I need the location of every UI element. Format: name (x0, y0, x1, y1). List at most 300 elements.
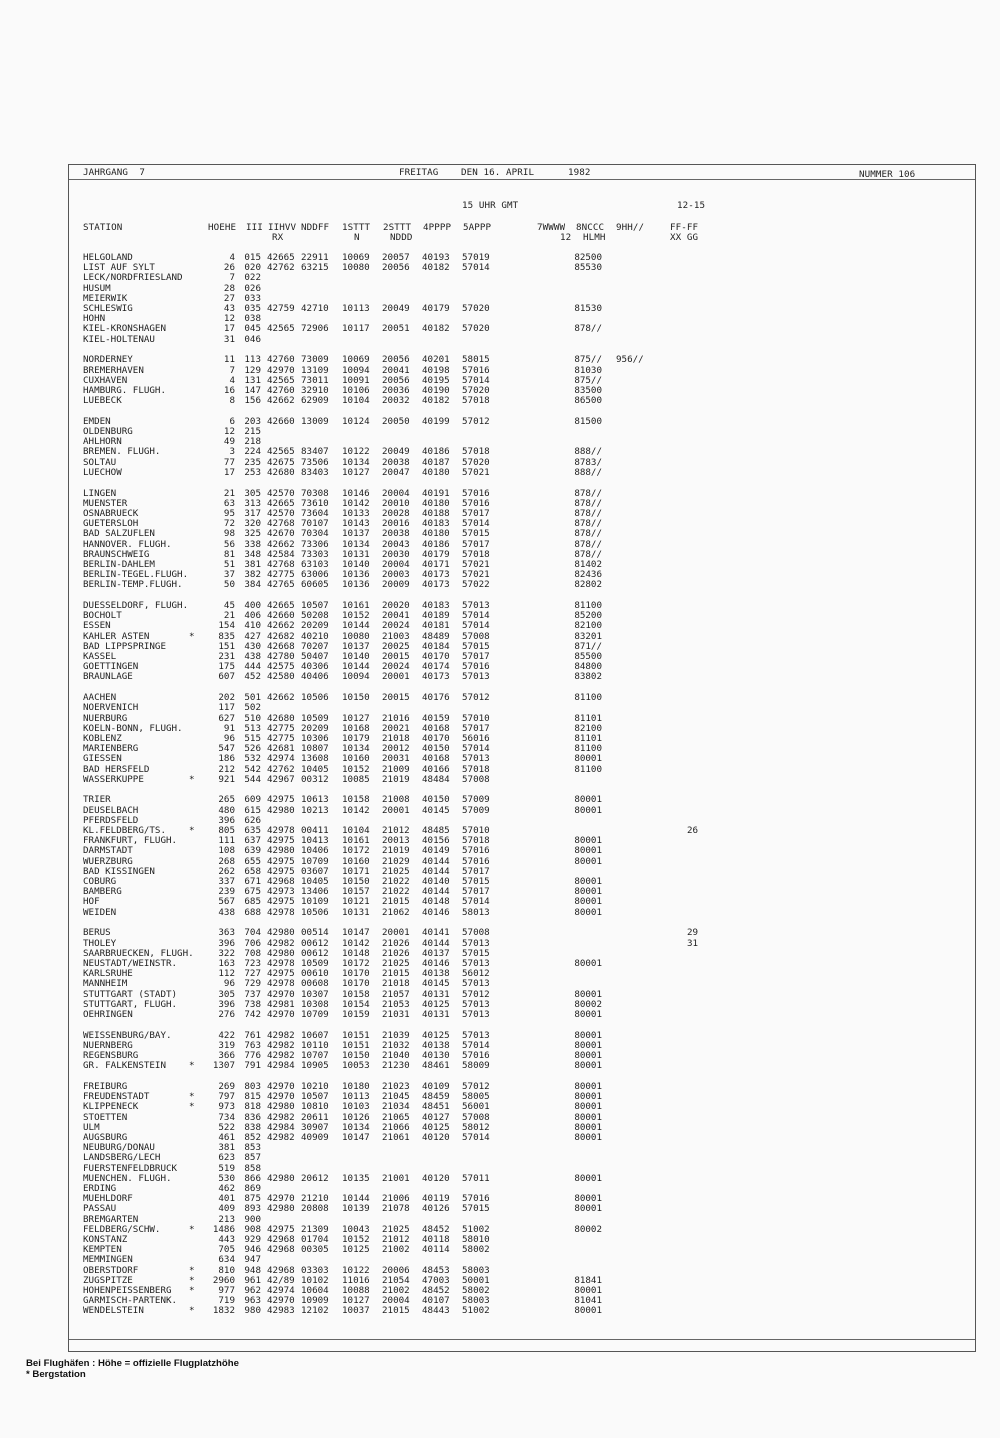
cell-s2: 20032 (382, 395, 410, 407)
cell-nddff: 70308 (301, 487, 329, 499)
cell-p5: 56012 (462, 968, 490, 980)
cell-s1: 10134 (342, 743, 370, 755)
table-row (69, 1194, 969, 1204)
cell-nddff: 10307 (301, 988, 329, 1000)
cell-nddff: 10807 (301, 743, 329, 755)
cell-nddff: 63006 (301, 569, 329, 581)
cell-p4: 40191 (422, 487, 450, 499)
cell-s2: 21066 (382, 1121, 410, 1133)
cell-iii: 900 (244, 1213, 261, 1225)
cell-nddff: 21309 (301, 1223, 329, 1235)
cell-p5: 57013 (462, 998, 490, 1010)
cell-p5: 50001 (462, 1274, 490, 1286)
cell-s1: 10103 (342, 1101, 370, 1113)
cell-cc: 82100 (574, 722, 602, 734)
cell-cc: 81100 (574, 692, 602, 704)
cell-hoehe: 519 (218, 1162, 235, 1174)
station-name: SAARBRUECKEN, FLUGH. (83, 947, 194, 959)
cell-hoehe: 108 (218, 845, 235, 857)
cell-s2: 20009 (382, 579, 410, 591)
cell-p5: 57014 (462, 262, 490, 274)
station-name: BAMBERG (83, 886, 122, 898)
cell-s1: 10144 (342, 661, 370, 673)
cell-s1: 10134 (342, 456, 370, 468)
cell-nddff: 10102 (301, 1274, 329, 1286)
cell-cc: 80001 (574, 1111, 602, 1123)
cell-p5: 57013 (462, 957, 490, 969)
station-name: STOETTEN (83, 1111, 128, 1123)
cell-hoehe: 43 (223, 303, 235, 314)
cell-p5: 58005 (462, 1091, 490, 1103)
table-row (69, 979, 969, 989)
cell-iii: 015 (244, 252, 261, 263)
station-name: MUENCHEN. FLUGH. (83, 1172, 172, 1184)
cell-s1: 10142 (342, 804, 370, 816)
cell-cc: 80001 (574, 896, 602, 908)
cell-s1: 10152 (342, 1233, 370, 1245)
cell-iii: 317 (244, 507, 261, 519)
cell-cc: 83500 (574, 384, 602, 396)
cell-nddff: 20612 (301, 1172, 329, 1184)
cell-iii: 704 (244, 927, 261, 939)
cell-p5: 57013 (462, 671, 490, 683)
col-head-nddff: NDDFF (301, 222, 330, 233)
cell-s1: 10170 (342, 978, 370, 990)
cell-nddff: 12102 (301, 1305, 329, 1317)
station-name: BRAUNSCHWEIG (83, 548, 150, 560)
cell-hoehe: 797 (218, 1091, 235, 1103)
cell-cc: 80001 (574, 804, 602, 816)
table-row (69, 355, 969, 365)
table-row (69, 529, 969, 539)
cell-hoehe: 63 (223, 497, 235, 509)
table-row (69, 836, 969, 846)
table-row (69, 489, 969, 499)
cell-iii: 963 (244, 1295, 261, 1307)
cell-hoehe: 239 (218, 886, 235, 898)
cell-s1: 10144 (342, 620, 370, 632)
date-label: FREITAG DEN 16. APRIL 1982 (399, 167, 591, 178)
cell-s2: 21002 (382, 1244, 410, 1256)
cell-cc: 80001 (574, 794, 602, 806)
cell-p4: 40170 (422, 651, 450, 662)
station-name: HELGOLAND (83, 252, 133, 263)
cell-iii: 615 (244, 804, 261, 816)
cell-nddff: 62909 (301, 395, 329, 407)
cell-p5: 58010 (462, 1233, 490, 1245)
cell-p5: 57018 (462, 763, 490, 775)
cell-p5: 57014 (462, 896, 490, 908)
cell-cc: 81530 (574, 303, 602, 314)
table-row (69, 570, 969, 580)
cell-p5: 57018 (462, 446, 490, 458)
cell-p5: 57021 (462, 558, 490, 570)
cell-s2: 21078 (382, 1203, 410, 1215)
station-name: FELDBERG/SCHW. (83, 1223, 161, 1235)
cell-cc: 888// (574, 446, 602, 458)
station-name: CUXHAVEN (83, 374, 128, 386)
cell-cc: 80001 (574, 1172, 602, 1184)
cell-p5: 57016 (462, 497, 490, 509)
cell-iihvv: 42662 (267, 395, 295, 407)
station-name: OSNABRUECK (83, 507, 139, 519)
cell-cc: 81100 (574, 600, 602, 611)
cell-p5: 56016 (462, 732, 490, 744)
cell-nddff: 10506 (301, 906, 329, 918)
cell-cc: 83802 (574, 671, 602, 683)
cell-hoehe: 305 (218, 988, 235, 1000)
cell-s1: 10037 (342, 1305, 370, 1317)
station-name: BERLIN-TEMP.FLUGH. (83, 579, 183, 591)
table-row (69, 775, 969, 785)
cell-iii: 046 (244, 333, 261, 345)
table-row (69, 1061, 969, 1071)
station-name: STUTTGART (STADT) (83, 988, 178, 1000)
cell-cc: 888// (574, 466, 602, 478)
cell-cc: 80001 (574, 1039, 602, 1051)
station-name: TRIER (83, 794, 111, 806)
cell-s2: 21015 (382, 1305, 410, 1317)
cell-nddff: 00411 (301, 825, 329, 836)
cell-p4: 40186 (422, 446, 450, 458)
table-row (69, 468, 969, 478)
cell-s2: 20031 (382, 753, 410, 765)
table-row (69, 765, 969, 775)
cell-cc: 80001 (574, 1131, 602, 1143)
footnote-mountain-station: * Bergstation (26, 1369, 86, 1380)
cell-nddff: 10306 (301, 732, 329, 744)
col-sub-nddd: NDDD (390, 232, 413, 243)
cell-nddff: 10909 (301, 1295, 329, 1307)
cell-nddff: 10905 (301, 1060, 329, 1072)
station-name: HUSUM (83, 282, 111, 294)
cell-hoehe: 163 (218, 957, 235, 969)
cell-hoehe: 363 (218, 927, 235, 939)
cell-iii: 430 (244, 640, 261, 652)
cell-hoehe: 462 (218, 1182, 235, 1194)
station-name: LINGEN (83, 487, 117, 499)
cell-nddff: 00612 (301, 937, 329, 949)
table-row (69, 601, 969, 611)
station-name: SOLTAU (83, 456, 117, 468)
cell-p4: 40146 (422, 906, 450, 918)
col-head-iihvv: IIHVV (268, 222, 297, 233)
cell-s1: 10179 (342, 732, 370, 744)
table-row (69, 816, 969, 826)
cell-s1: 10147 (342, 1131, 370, 1143)
cell-cc: 878// (574, 518, 602, 530)
cell-iii: 706 (244, 937, 261, 949)
cell-iii: 708 (244, 947, 261, 959)
cell-p5: 57018 (462, 548, 490, 560)
cell-hoehe: 117 (218, 702, 235, 714)
cell-nddff: 63215 (301, 262, 329, 274)
station-name: ULM (83, 1121, 100, 1133)
station-name: AACHEN (83, 692, 117, 704)
table-row (69, 928, 969, 938)
cell-nddff: 40210 (301, 630, 329, 642)
cell-cc: 81041 (574, 1295, 602, 1307)
cell-p5: 57016 (462, 1050, 490, 1061)
cell-iii: 406 (244, 610, 261, 622)
mountain-station-mark: * (189, 1101, 195, 1113)
cell-p5: 57020 (462, 456, 490, 468)
station-name: LANDSBERG/LECH (83, 1152, 161, 1164)
cell-s2: 20030 (382, 548, 410, 560)
cell-iii: 020 (244, 262, 261, 274)
station-name: SCHLESWIG (83, 303, 133, 314)
cell-iihvv: 42760 (267, 354, 295, 366)
cell-iii: 305 (244, 487, 261, 499)
cell-s2: 20051 (382, 323, 410, 335)
cell-s1: 10136 (342, 569, 370, 581)
cell-hoehe: 31 (223, 333, 235, 345)
cell-p4: 40182 (422, 262, 450, 274)
cell-p5: 57014 (462, 610, 490, 622)
cell-s1: 10043 (342, 1223, 370, 1235)
cell-nddff: 03303 (301, 1264, 329, 1276)
station-name: OLDENBURG (83, 426, 133, 437)
cell-iii: 685 (244, 896, 261, 908)
table-row (69, 253, 969, 263)
cell-iihvv: 42980 (267, 927, 295, 939)
cell-iihvv: 42970 (267, 1008, 295, 1020)
table-row (69, 304, 969, 314)
cell-s1: 10158 (342, 794, 370, 806)
cell-cc: 80001 (574, 753, 602, 765)
cell-hoehe: 81 (223, 548, 235, 560)
cell-iii: 544 (244, 773, 261, 785)
cell-s1: 10104 (342, 395, 370, 407)
cell-p4: 48489 (422, 630, 450, 642)
cell-p5: 57013 (462, 600, 490, 611)
cell-s1: 10133 (342, 507, 370, 519)
cell-iihvv: 42978 (267, 957, 295, 969)
cell-nddff: 73303 (301, 548, 329, 560)
weather-report-sheet (68, 164, 976, 1352)
cell-iii: 929 (244, 1233, 261, 1245)
cell-p4: 40183 (422, 600, 450, 611)
cell-iihvv: 42660 (267, 415, 295, 427)
cell-hoehe: 262 (218, 865, 235, 877)
table-row (69, 959, 969, 969)
station-name: GARMISCH-PARTENK. (83, 1295, 178, 1307)
cell-cc: 80002 (574, 1223, 602, 1235)
table-row (69, 1153, 969, 1163)
cell-p4: 48452 (422, 1223, 450, 1235)
cell-p4: 40193 (422, 252, 450, 263)
station-name: WUERZBURG (83, 855, 133, 867)
cell-iii: 776 (244, 1050, 261, 1061)
cell-s2: 20041 (382, 364, 410, 376)
cell-s2: 21062 (382, 906, 410, 918)
cell-s1: 10139 (342, 1203, 370, 1215)
cell-s1: 10122 (342, 1264, 370, 1276)
station-name: GR. FALKENSTEIN (83, 1060, 166, 1072)
cell-hoehe: 422 (218, 1029, 235, 1041)
station-name: OEHRINGEN (83, 1008, 133, 1020)
cell-s1: 10148 (342, 947, 370, 959)
cell-iii: 791 (244, 1060, 261, 1072)
cell-s1: 10135 (342, 1172, 370, 1184)
cell-nddff: 73610 (301, 497, 329, 509)
cell-iihvv: 42978 (267, 825, 295, 836)
cell-p5: 57010 (462, 825, 490, 836)
cell-s2: 20050 (382, 415, 410, 427)
table-row (69, 806, 969, 816)
station-name: BERLIN-DAHLEM (83, 558, 155, 570)
table-row (69, 1266, 969, 1276)
station-name: MARIENBERG (83, 743, 139, 755)
cell-iihvv: 42978 (267, 978, 295, 990)
cell-s2: 20025 (382, 640, 410, 652)
cell-p4: 40171 (422, 558, 450, 570)
station-name: KIEL-KRONSHAGEN (83, 323, 166, 335)
col-head-7wwww: 7WWWW (537, 222, 566, 233)
cell-hoehe: 26 (223, 262, 235, 274)
cell-iihvv: 42970 (267, 1091, 295, 1103)
cell-p4: 40125 (422, 1029, 450, 1041)
cell-s2: 21002 (382, 1284, 410, 1296)
cell-s1: 10126 (342, 1111, 370, 1123)
cell-hoehe: 28 (223, 282, 235, 294)
mountain-station-mark: * (189, 1284, 195, 1296)
cell-hoehe: 3 (229, 446, 235, 458)
col-head-hoehe: HOEHE (208, 222, 237, 233)
table-row (69, 897, 969, 907)
cell-iihvv: 42765 (267, 579, 295, 591)
mountain-station-mark: * (189, 1305, 195, 1317)
station-name: BAD KISSINGEN (83, 865, 155, 877)
cell-nddff: 73604 (301, 507, 329, 519)
cell-nddff: 00608 (301, 978, 329, 990)
cell-iii: 532 (244, 753, 261, 765)
cell-iihvv: 42980 (267, 947, 295, 959)
cell-hoehe: 269 (218, 1080, 235, 1092)
cell-iii: 639 (244, 845, 261, 857)
cell-nddff: 10507 (301, 600, 329, 611)
cell-p4: 40145 (422, 978, 450, 990)
table-row (69, 1245, 969, 1255)
table-row (69, 560, 969, 570)
cell-p4: 40120 (422, 1172, 450, 1184)
table-row (69, 1204, 969, 1214)
cell-p5: 57014 (462, 518, 490, 530)
table-row (69, 580, 969, 590)
table-row (69, 1235, 969, 1245)
cell-iii: 763 (244, 1039, 261, 1051)
table-row (69, 1174, 969, 1184)
cell-p4: 40131 (422, 988, 450, 1000)
cell-p5: 57015 (462, 528, 490, 540)
cell-iihvv: 42975 (267, 896, 295, 908)
footer-rule (69, 1339, 975, 1340)
cell-s2: 21012 (382, 825, 410, 836)
cell-iii: 022 (244, 272, 261, 284)
cell-p4: 40195 (422, 374, 450, 386)
cell-p5: 57017 (462, 538, 490, 550)
station-name: ERDING (83, 1182, 117, 1194)
table-row (69, 652, 969, 662)
cell-p4: 48461 (422, 1060, 450, 1072)
cell-cc: 85200 (574, 610, 602, 622)
station-name: DUESSELDORF, FLUGH. (83, 600, 189, 611)
cell-p5: 57020 (462, 303, 490, 314)
cell-cc: 81500 (574, 415, 602, 427)
cell-hh: 956// (616, 354, 644, 366)
cell-hoehe: 1832 (212, 1305, 235, 1317)
cell-hoehe: 634 (218, 1254, 235, 1266)
cell-s1: 10172 (342, 957, 370, 969)
cell-s1: 10154 (342, 998, 370, 1010)
cell-nddff: 00312 (301, 773, 329, 785)
cell-nddff: 60605 (301, 579, 329, 591)
cell-p4: 48451 (422, 1101, 450, 1113)
cell-s2: 21023 (382, 1080, 410, 1092)
cell-cc: 80001 (574, 1029, 602, 1041)
cell-s1: 10125 (342, 1244, 370, 1256)
cell-hoehe: 98 (223, 528, 235, 540)
cell-hoehe: 705 (218, 1244, 235, 1256)
cell-iii: 338 (244, 538, 261, 550)
station-name: STUTTGART, FLUGH. (83, 998, 178, 1010)
cell-s1: 10134 (342, 1121, 370, 1133)
cell-iii: 869 (244, 1182, 261, 1194)
cell-nddff: 10507 (301, 1091, 329, 1103)
cell-p5: 57016 (462, 845, 490, 857)
cell-iihvv: 42662 (267, 538, 295, 550)
cell-s2: 20028 (382, 507, 410, 519)
cell-p5: 57011 (462, 1172, 490, 1184)
cell-iii: 444 (244, 661, 261, 673)
cell-iihvv: 42982 (267, 1050, 295, 1061)
cell-nddff: 10110 (301, 1039, 329, 1051)
cell-p5: 57015 (462, 947, 490, 959)
table-row (69, 744, 969, 754)
station-name: NOERVENICH (83, 702, 139, 714)
station-name: GUETERSLOH (83, 518, 139, 530)
table-row (69, 908, 969, 918)
cell-iii: 727 (244, 968, 261, 980)
cell-s2: 20004 (382, 487, 410, 499)
cell-iii: 038 (244, 313, 261, 325)
cell-p5: 57012 (462, 692, 490, 704)
table-row (69, 1255, 969, 1265)
station-name: REGENSBURG (83, 1050, 139, 1061)
cell-s1: 10161 (342, 600, 370, 611)
cell-ff: 26 (687, 825, 699, 836)
cell-hoehe: 91 (223, 722, 235, 734)
cell-iii: 382 (244, 569, 261, 581)
cell-hoehe: 396 (218, 814, 235, 826)
cell-s1: 10152 (342, 763, 370, 775)
cell-s2: 21057 (382, 988, 410, 1000)
cell-nddff: 10613 (301, 794, 329, 806)
cell-s1: 10136 (342, 579, 370, 591)
cell-s2: 21230 (382, 1060, 410, 1072)
cell-iii: 893 (244, 1203, 261, 1215)
cell-hoehe: 4 (229, 374, 235, 386)
cell-p4: 40148 (422, 896, 450, 908)
cell-p4: 40198 (422, 364, 450, 376)
cell-cc: 84800 (574, 661, 602, 673)
station-name: KOBLENZ (83, 732, 122, 744)
station-name: NORDERNEY (83, 354, 133, 366)
cell-p5: 57013 (462, 937, 490, 949)
cell-p4: 40182 (422, 395, 450, 407)
table-row (69, 1143, 969, 1153)
cell-hoehe: 734 (218, 1111, 235, 1123)
